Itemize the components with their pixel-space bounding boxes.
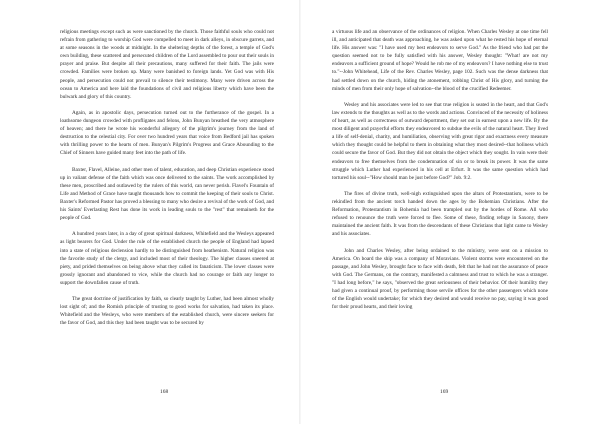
paragraph: a virtuous life and an observance of the ordinances of religion. When Charles Wesley at one time fell ill, and anticipated that death was approaching, he was asked upon what he rested his hope of eternal life. His answer was: "I have used my best endeavors to serve God." As the friend who had put the question seemed not to be fully satisfied with his answer, Wesley thought: "What! are not my endeavors a sufficient ground of hope? Would he rob me of my endeavors? I have nothing else to trust to."--John Whitehead, Life of the Rev. Charles Wesley, page 102. Such was the dense darkness that had settled down on the church, hiding the atonement, robbing Christ of His glory, and turning the minds of men from their only hope of salvation--the blood of the crucified Redeemer.: [332, 29, 548, 92]
paragraph: religious meetings except such as were sanctioned by the church. Those faithful souls who could not refrain from gathering to worship God were compelled to meet in dark alleys, in obscure garrets, and at some seasons in the woods at midnight. In the sheltering depths of the forest, a temple of God's own building, these scattered and persecuted children of the Lord assembled to pour out their souls in prayer and praise. But despite all their precautions, many suffered for their faith. The jails were crowded. Families were broken up. Many were banished to foreign lands. Yet God was with His people, and persecution could not prevail to silence their testimony. Many were driven across the ocean to America and here laid the foundations of civil and religious liberty which have been the bulwark and glory of this country.: [60, 29, 274, 100]
page-number: 169: [440, 389, 449, 395]
paragraph: A hundred years later, in a day of great spiritual darkness, Whitefield and the Wesleys appeared as light bearers for God. Under the rule of the established church the people of England had lapsed into a state of religious declension hardly to be distinguished from heathenism. Natural religion was the favorite study of the clergy, and included most of their theology. The higher classes sneered at piety, and prided themselves on being above what they called its fanaticism. The lower classes were grossly ignorant and abandoned to vice, while the church had no courage or faith any longer to support the downfallen cause of truth.: [60, 231, 274, 286]
paragraph: John and Charles Wesley, after being ordained to the ministry, were sent on a mission to America. On board the ship was a company of Moravians. Violent storms were encountered on the passage, and John Wesley, brought face to face with death, felt that he had not the assurance of peace with God. The Germans, on the contrary, manifested a calmness and trust to which he was a stranger. "I had long before," he says, "observed the great seriousness of their behavior. Of their humility they had given a continual proof, by performing those servile offices for the other passengers which none of the English would undertake; for which they desired and would receive no pay, saying it was good for their proud hearts, and their loving: [332, 247, 548, 311]
paragraph: Baxter, Flavel, Alleine, and other men of talent, education, and deep Christian experience stood up in valiant defense of the faith which was once delivered to the saints. The work accomplished by these men, proscribed and outlawed by the rulers of this world, can never perish. Flavel's Fountain of Life and Method of Grace have taught thousands how to commit the keeping of their souls to Christ. Baxter's Reformed Pastor has proved a blessing to many who desire a revival of the work of God, and his Saints' Everlasting Rest has done its work in leading souls to the "rest" that remaineth for the people of God.: [60, 166, 274, 222]
paragraph: Again, as in apostolic days, persecution turned out to the furtherance of the gospel. In a loathsome dungeon crowded with profligates and felons, John Bunyan breathed the very atmosphere of heaven; and there he wrote his wonderful allegory of the pilgrim's journey from the land of destruction to the celestial city. For over two hundred years that voice from Bedford jail has spoken with thrilling power to the hearts of men. Bunyan's Pilgrim's Progress and Grace Abounding to the Chief of Sinners have guided many feet into the path of life.: [60, 109, 274, 157]
page-number: 168: [160, 389, 169, 395]
paragraph: The fires of divine truth, well-nigh extinguished upon the altars of Protestantism, were to be rekindled from the ancient torch handed down the ages by the Bohemian Christians. After the Reformation, Protestantism in Bohemia had been trampled out by the hordes of Rome. All who refused to renounce the truth were forced to flee. Some of these, finding refuge in Saxony, there maintained the ancient faith. It was from the descendants of these Christians that light came to Wesley and his associates.: [332, 190, 548, 238]
paragraph: Wesley and his associates were led to see that true religion is seated in the heart, and that God's law extends to the thoughts as well as to the words and actions. Convinced of the necessity of holiness of heart, as well as correctness of outward deportment, they set out in earnest upon a new life. By the most diligent and prayerful efforts they endeavored to subdue the evils of the natural heart. They lived a life of self-denial, charity, and humiliation, observing with great rigor and exactness every measure which they thought could be helpful to them in obtaining what they most desired--that holiness which could secure the favor of God. But they did not obtain the object which they sought. In vain were their endeavors to free themselves from the condemnation of sin or to break its power. It was the same struggle which Luther had experienced in his cell at Erfurt. It was the same question which had tortured his soul--"How should man be just before God?" Job. 9:2.: [332, 101, 548, 181]
paragraph: The great doctrine of justification by faith, so clearly taught by Luther, had been almost wholly lost sight of; and the Romish principle of trusting to good works for salvation, had taken its place. Whitefield and the Wesleys, who were members of the established church, were sincere seekers for the favor of God, and this they had been taught was to be secured by: [60, 296, 274, 327]
right-page: [300, 0, 600, 424]
left-page-text: [60, 28, 274, 327]
right-page-text: [332, 28, 548, 311]
